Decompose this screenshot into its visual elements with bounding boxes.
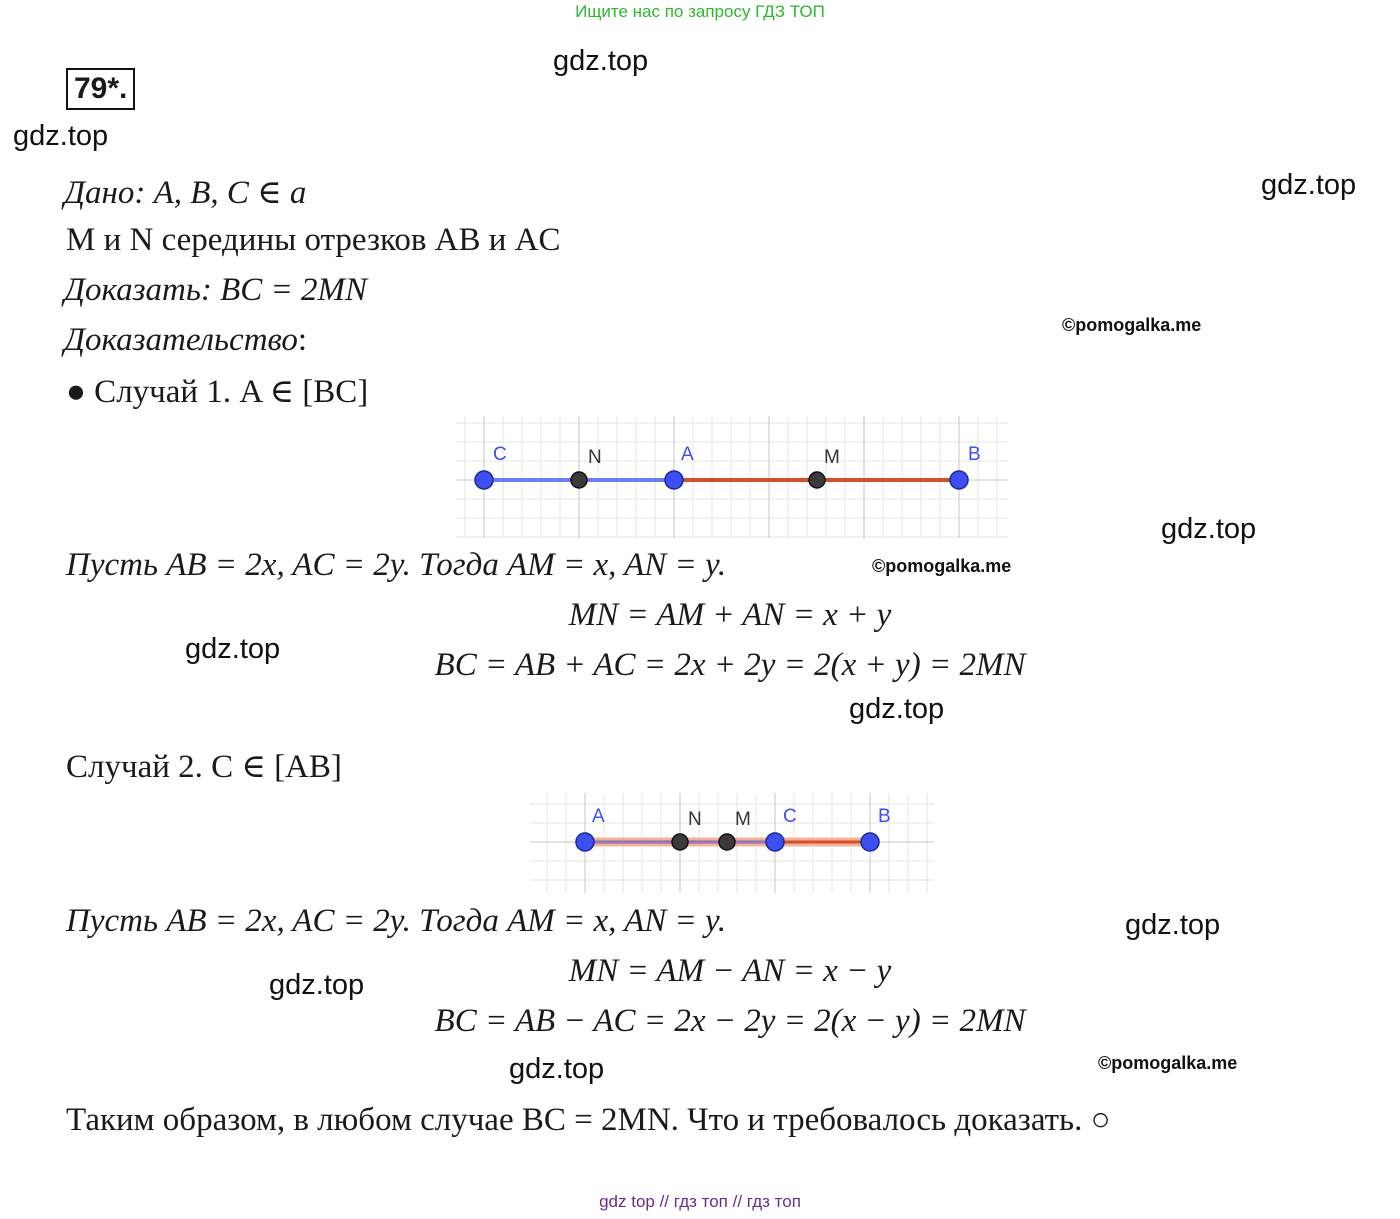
- watermark: gdz.top: [185, 633, 281, 665]
- case1-eq2: BC = AB + AC = 2x + 2y = 2(x + y) = 2MN: [434, 647, 1026, 683]
- case1-diagram: [456, 416, 1008, 538]
- watermark: gdz.top: [13, 120, 109, 152]
- label-n: N: [588, 447, 602, 468]
- case2-let: Пусть AB = 2x, AC = 2y. Тогда AM = x, AN = y.: [66, 903, 727, 939]
- watermark: gdz.top: [849, 693, 945, 725]
- case1-grid: [456, 416, 1008, 538]
- case2-eq1: MN = AM − AN = x − y: [568, 953, 892, 989]
- prove-text: : BC = 2MN: [200, 272, 368, 308]
- label-c: C: [493, 444, 507, 465]
- case1-major-grid: [456, 416, 1008, 538]
- label-a: A: [681, 444, 694, 465]
- given-line: [64, 172, 306, 212]
- label-m: M: [735, 809, 751, 830]
- point-b: [950, 471, 968, 489]
- proof-label-line: [64, 322, 307, 359]
- label-m: M: [824, 447, 840, 468]
- point-c: [766, 833, 784, 851]
- case2-eq2: BC = AB − AC = 2x − 2y = 2(x − y) = 2MN: [434, 1003, 1026, 1039]
- point-n: [672, 834, 688, 850]
- prove-label: Доказать: [64, 272, 201, 308]
- point-a: [576, 833, 594, 851]
- watermark: gdz.top: [1261, 169, 1357, 201]
- copyright-mark: ©pomogalka.me: [1098, 1053, 1238, 1073]
- point-m: [809, 472, 825, 488]
- problem-number: 79*.: [66, 68, 135, 110]
- label-c: C: [783, 806, 797, 827]
- given-label: Дано: [64, 175, 135, 211]
- proof-label: Доказательство: [64, 322, 298, 358]
- watermark: gdz.top: [553, 45, 649, 77]
- proof-colon: :: [297, 322, 308, 358]
- copyright-mark: ©pomogalka.me: [1062, 315, 1202, 335]
- top-banner: Ищите нас по запросу ГДЗ ТОП: [575, 2, 825, 21]
- label-n: N: [688, 809, 702, 830]
- case1-title: ● Случай 1. A ∈ [BC]: [66, 374, 369, 410]
- watermark: gdz.top: [1125, 909, 1221, 941]
- point-c: [475, 471, 493, 489]
- watermark: gdz.top: [509, 1053, 605, 1085]
- case1-let: Пусть AB = 2x, AC = 2y. Тогда AM = x, AN = y.: [66, 547, 727, 583]
- point-n: [571, 472, 587, 488]
- label-b: B: [968, 444, 981, 465]
- watermark: gdz.top: [1161, 513, 1257, 545]
- label-a: A: [592, 806, 605, 827]
- conclusion: Таким образом, в любом случае BC = 2MN. Что и требовалось доказать. ○: [66, 1102, 1111, 1138]
- case2-diagram: [530, 793, 934, 893]
- point-m: [719, 834, 735, 850]
- label-b: B: [878, 806, 891, 827]
- prove-line: [64, 272, 367, 309]
- given-text: : A, B, C ∈ a: [134, 175, 307, 211]
- point-b: [861, 833, 879, 851]
- copyright-mark: ©pomogalka.me: [872, 556, 1012, 576]
- point-a: [665, 471, 683, 489]
- footer-links[interactable]: gdz top // гдз топ // гдз топ: [599, 1192, 801, 1211]
- case2-title: Случай 2. C ∈ [AB]: [66, 749, 342, 785]
- watermark: gdz.top: [269, 969, 365, 1001]
- case1-eq1: MN = AM + AN = x + y: [568, 597, 892, 633]
- midpoints-line: M и N середины отрезков AB и AC: [66, 222, 561, 258]
